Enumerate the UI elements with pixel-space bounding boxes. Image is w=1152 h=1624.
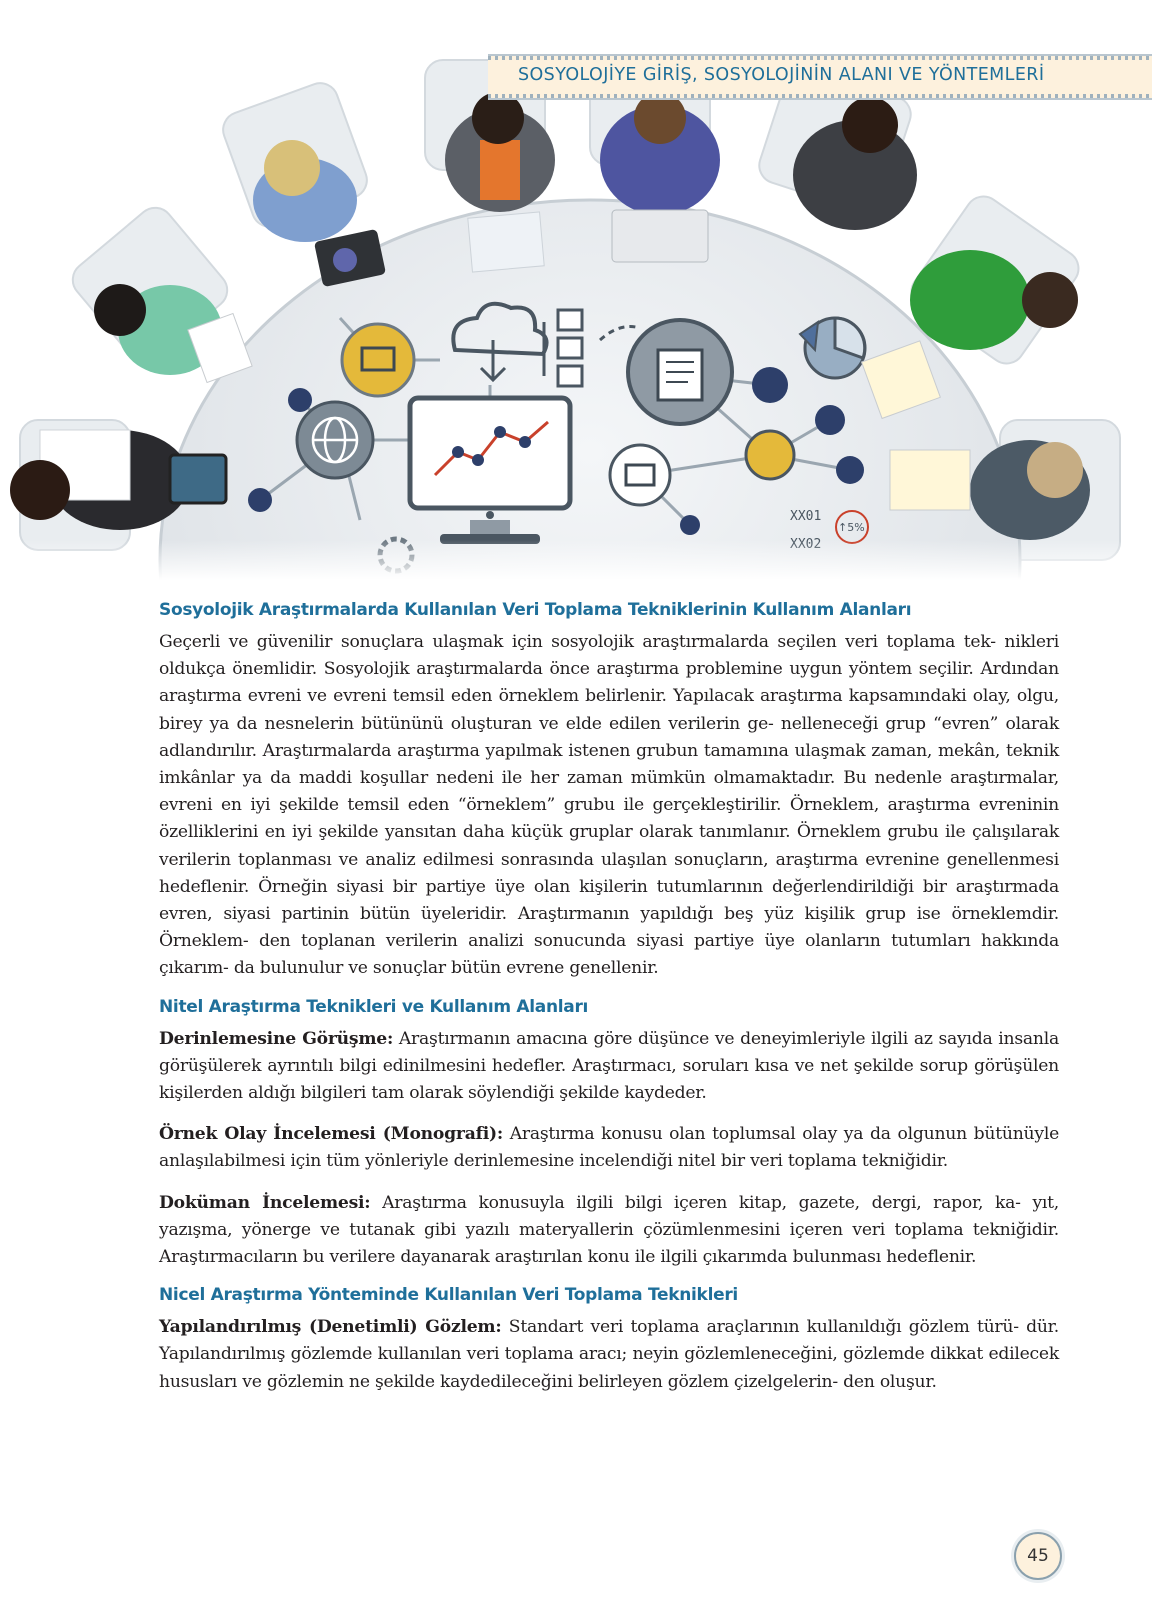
section-quantitative <box>159 1285 1059 1396</box>
paragraph-document-analysis <box>159 1190 1059 1272</box>
banner-stripe-top <box>488 56 1152 60</box>
line: da bulunulur ve sonuçlar bütün evrene genellenir. <box>233 958 659 979</box>
chapter-title: SOSYOLOJİYE GİRİŞ, SOSYOLOJİNİN ALANI VE YÖNTEMLERİ <box>518 65 1045 85</box>
line: siyasi bir partiye üye olan kişilerin tutumlarının değerlendirildiği bir araştırmada evren, siyasi <box>159 876 1059 925</box>
line: nikleri oldukça önemlidir. Sosyolojik araştırmalarda önce araştırma problemine uygun yöntem <box>159 632 1059 680</box>
term: Örnek Olay İncelemesi (Monografi): <box>159 1124 503 1145</box>
line: tekniğidir. <box>861 1151 949 1172</box>
hero-label-xx01: XX01 <box>790 509 822 524</box>
paragraph-case-study <box>159 1121 1059 1175</box>
line: sorup görüşülen kişilerden aldığı bilgileri tam olarak söylendiği şekilde kaydeder. <box>159 1055 1060 1104</box>
line: Araştırmanın amacına göre düşünce ve deneyimleriyle ilgili az sayıda <box>393 1028 993 1049</box>
line: Araştırma konusuyla ilgili bilgi içeren kitap, gazete, dergi, rapor, ka- <box>370 1192 1021 1213</box>
line: nelleneceği grup “evren” olarak adlandırılır. Araştırmalarda araştırma yapılmak istenen grubun <box>159 713 1059 761</box>
section-heading: Nitel Araştırma Teknikleri ve Kullanım Alanları <box>159 996 589 1017</box>
line: edilmesi sonrasında ulaşılan sonuçların, araştırma evrenine genellenmesi hedeflenir. Örneğin <box>159 849 1060 897</box>
page-content <box>159 600 1059 1396</box>
line: Geçerli ve güvenilir sonuçlara ulaşmak için sosyolojik araştırmalarda seçilen veri toplama tek- <box>159 632 996 652</box>
term: Doküman İncelemesi: <box>159 1192 371 1213</box>
banner-stripe-bottom <box>488 94 1152 98</box>
section-heading: Sosyolojik Araştırmalarda Kullanılan Veri Toplama Tekniklerinin Kullanım Alanları <box>159 600 912 620</box>
line: bütünüyle anlaşılabilmesi için tüm yönleriyle derinlemesine incelendiği nitel bir veri toplama <box>159 1124 1059 1172</box>
term: Derinlemesine Görüşme: <box>159 1028 394 1049</box>
line: Standart veri toplama araçlarının kullanıldığı gözlem türü- <box>501 1317 1019 1338</box>
hero-label-percent: ↑5% <box>838 521 865 534</box>
line: hedeflenir. <box>886 1247 977 1268</box>
chapter-banner <box>488 54 1152 100</box>
term: Yapılandırılmış (Denetimli) Gözlem: <box>159 1317 502 1338</box>
line: yıt, yazışma, yönerge ve tutanak gibi yazılı materyallerin çözümlenmesini içeren veri toplama <box>159 1192 1060 1240</box>
line: mümkün olmamaktadır. Bu nedenle araştırmalar, evreni en iyi şekilde temsil eden “örneklem” <box>159 768 1060 816</box>
line: seçilir. Ardından araştırma evreni ve evreni temsil eden örneklem belirlenir. Yapılacak araştırma <box>159 659 1059 707</box>
line: grubu ile gerçekleştirilir. Örneklem, araştırma evreninin özelliklerini en iyi şekilde yansıtan daha <box>159 795 1059 843</box>
section-qualitative <box>159 997 1059 1272</box>
line: kapsamındaki olay, olgu, birey ya da nesnelerin bütününü oluşturan ve elde edilen verilerin ge- <box>159 686 1059 734</box>
page-number: 45 <box>1027 1546 1049 1566</box>
line: tamamına ulaşmak zaman, mekân, teknik imkânlar ya da maddi koşullar nedeni ile her zaman <box>159 740 1059 789</box>
line: den oluşur. <box>843 1371 937 1392</box>
page-number-badge <box>1014 1532 1062 1580</box>
paragraph <box>159 629 1059 983</box>
line: dür. Yapılandırılmış gözlemde kullanılan veri toplama aracı; neyin gözlemleneceğini, gözlemde <box>159 1317 1059 1365</box>
line: insanla görüşülerek ayrıntılı bilgi edinilmesini hedefler. Araştırmacı, soruları kısa ve net şekilde <box>159 1028 1059 1076</box>
line: den toplanan verilerin analizi sonucunda siyasi partiye üye olanların tutumları hakkında çıkarım- <box>159 931 1059 979</box>
line: Araştırma konusu olan toplumsal olay ya da olgunun <box>502 1124 967 1145</box>
line: partinin bütün üyeleridir. Araştırmanın yapıldığı beş yüz kişilik grup ise örneklemdir. Örneklem- <box>159 904 1059 952</box>
paragraph-structured-observation <box>159 1314 1059 1396</box>
section-sampling <box>159 600 1059 983</box>
line: dikkat edilecek hususları ve gözlemin ne şekilde kaydedileceğini belirleyen gözlem çizelgelerin- <box>159 1344 1059 1392</box>
paragraph-in-depth-interview <box>159 1026 1059 1108</box>
line: tekniğidir. Araştırmacıların bu verilere dayanarak araştırılan konu ile ilgili çıkarımda bulunması <box>159 1219 1059 1268</box>
line: küçük gruplar olarak tanımlanır. Örneklem grubu ile çalışılarak verilerin toplanması ve analiz <box>159 822 1059 870</box>
section-heading: Nicel Araştırma Yönteminde Kullanılan Veri Toplama Teknikleri <box>159 1285 738 1306</box>
